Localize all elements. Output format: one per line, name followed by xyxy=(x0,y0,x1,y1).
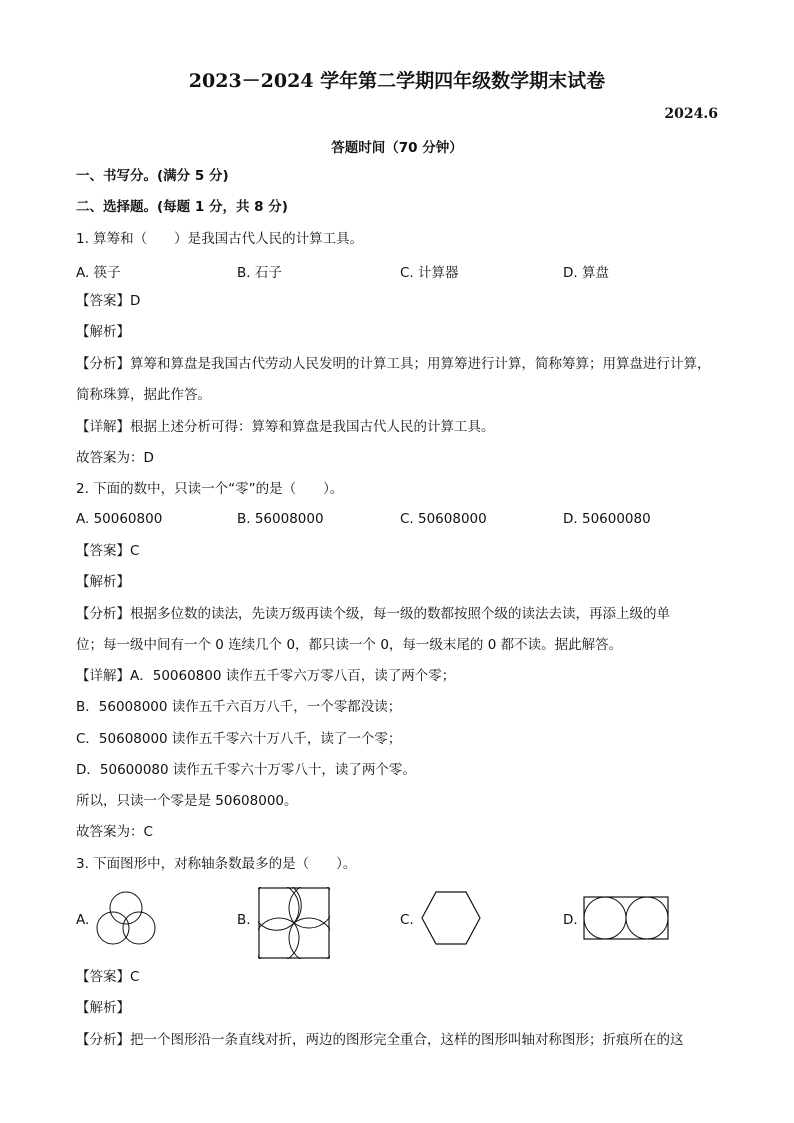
q3-analysis-line1: 【分析】把一个图形沿一条直线对折，两边的图形完全重合，这样的图形叫轴对称图形；折痕所在的这 xyxy=(76,1032,684,1048)
q1-stem: 1. 算筹和（ ）是我国古代人民的计算工具。 xyxy=(76,231,364,247)
q3-jiexi: 【解析】 xyxy=(76,1000,130,1016)
q1-answer: 【答案】D xyxy=(76,293,141,309)
q1-option-d: D. 算盘 xyxy=(563,265,609,281)
q3-option-a-label: A. xyxy=(76,912,90,928)
section-2-heading: 二、选择题。(每题 1 分，共 8 分) xyxy=(76,199,288,215)
q2-option-b: B. 56008000 xyxy=(237,511,324,527)
q2-stem: 2. 下面的数中，只读一个“零”的是（ ）。 xyxy=(76,481,344,497)
time-note: 答题时间（70 分钟） xyxy=(331,140,463,156)
exam-date: 2024.6 xyxy=(664,106,718,122)
q1-option-b: B. 石子 xyxy=(237,265,282,281)
q2-answer: 【答案】C xyxy=(76,543,140,559)
q2-option-a: A. 50060800 xyxy=(76,511,163,527)
q1-final: 故答案为：D xyxy=(76,450,154,466)
page-title: 2023－2024 学年第二学期四年级数学期末试卷 xyxy=(188,70,606,92)
q3-option-d-label: D. xyxy=(563,912,578,928)
three-circles-icon xyxy=(94,888,158,948)
q1-jiexi: 【解析】 xyxy=(76,324,130,340)
q1-option-a: A. 筷子 xyxy=(76,265,121,281)
two-circles-rectangle-icon xyxy=(583,896,671,942)
q3-stem: 3. 下面图形中，对称轴条数最多的是（ ）。 xyxy=(76,856,357,872)
q3-option-c-label: C. xyxy=(400,912,414,928)
q1-option-c: C. 计算器 xyxy=(400,265,459,281)
q2-option-d: D. 50600080 xyxy=(563,511,651,527)
q2-detail-b: B．56008000 读作五千六百万八千，一个零都没读； xyxy=(76,699,402,715)
q1-detail: 【详解】根据上述分析可得：算筹和算盘是我国古代人民的计算工具。 xyxy=(76,419,495,435)
four-petal-square-icon xyxy=(258,887,330,959)
q2-detail-d: D．50600080 读作五千零六十万零八十，读了两个零。 xyxy=(76,762,416,778)
q2-analysis-line2: 位；每一级中间有一个 0 连续几个 0，都只读一个 0，每一级末尾的 0 都不读。据此解答。 xyxy=(76,637,623,653)
q2-analysis-line1: 【分析】根据多位数的读法，先读万级再读个级，每一级的数都按照个级的读法去读，再添上级的单 xyxy=(76,606,670,622)
q3-answer: 【答案】C xyxy=(76,969,140,985)
q1-analysis-line1: 【分析】算筹和算盘是我国古代劳动人民发明的计算工具；用算筹进行计算，简称筹算；用算盘进行计算， xyxy=(76,356,711,372)
hexagon-icon xyxy=(420,890,482,946)
q2-detail-a: 【详解】A．50060800 读作五千零六万零八百，读了两个零； xyxy=(76,668,456,684)
q2-jiexi: 【解析】 xyxy=(76,574,130,590)
q2-detail-c: C．50608000 读作五千零六十万八千，读了一个零； xyxy=(76,731,402,747)
section-1-heading: 一、书写分。(满分 5 分) xyxy=(76,168,229,184)
q1-analysis-line2: 简称珠算，据此作答。 xyxy=(76,387,211,403)
q3-option-b-label: B. xyxy=(237,912,251,928)
q2-final: 故答案为：C xyxy=(76,824,153,840)
q2-detail-conclusion: 所以，只读一个零是是 50608000。 xyxy=(76,793,298,809)
q2-option-c: C. 50608000 xyxy=(400,511,487,527)
